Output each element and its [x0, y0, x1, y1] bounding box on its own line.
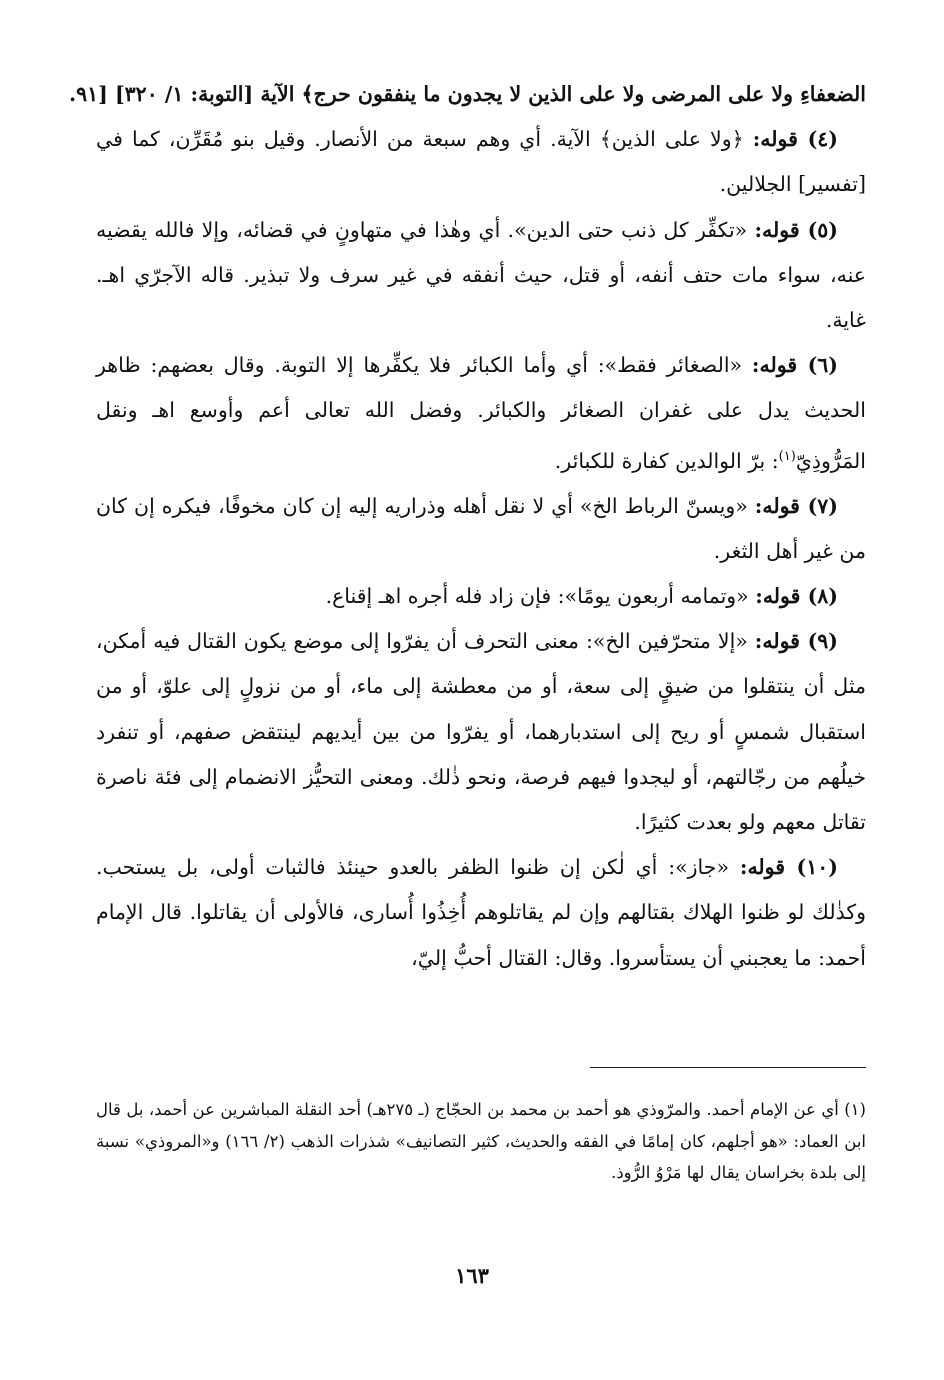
note-7 [96, 484, 866, 574]
note-label: (٥) قوله: [754, 217, 838, 242]
note-text: «وتمامه أربعون يومًا»: فإن زاد فله أجره اهـ إقناع. [325, 584, 756, 609]
note-text: «تكفِّر كل ذنب حتى الدين». أي وهٰذا في متهاونٍ في قضائه، وإلا فالله يقضيه عنه، سواء مات حتف أنفه، أو قتل، حيث أنفقه في غير سرف ولا تبذير. قاله الآجرّي اهـ. غاية. [96, 217, 866, 333]
note-label: (٨) قوله: [755, 584, 838, 609]
note-text: «جاز»: أي لٰكن إن ظنوا الظفر بالعدو حينئذ فالثبات أولى، بل يستحب. وكذٰلك لو ظنوا الهلاك بقتالهم وإن لم يقاتلوهم أُخِذُوا أُسارى، فالأولى أن يقاتلوا. قال الإمام أحمد: ما يعجبني أن يستأسروا. وقال: القتال أحبُّ إليّ، [96, 855, 866, 970]
note-label: (٩) قوله: [754, 629, 838, 654]
page-number: ١٦٣ [455, 1263, 489, 1288]
note-label: (١٠) قوله: [739, 855, 838, 880]
footnote-1: (١) أي عن الإمام أحمد. والمرّوذي هو أحمد بن محمد بن الحجّاج (ـ ٢٧٥هـ) أحد النقلة المباشرين عن أحمد، بل قال ابن العماد: «هو أجلهم، كان إمامًا في الفقه والحديث، كثير التصانيف» شذرات الذهب (٢/ ١٦٦) و«المروذي» نسبة إلى بلدة بخراسان يقال لها مَرْوُ الرُّوذ. [96, 1100, 866, 1183]
footnote-ref: (١) [778, 448, 796, 464]
note-10 [96, 845, 866, 981]
note-6 [96, 343, 866, 483]
footnotes [96, 1094, 866, 1189]
note-label: (٧) قوله: [754, 493, 838, 518]
verse-text: الضعفاءِ ولا على المرضى ولا على الذين لا يجدون ما ينفقون حرج﴾ الآية [التوبة: ١/ ٣٢٠] [٩١. [68, 82, 866, 106]
note-4 [96, 117, 866, 207]
note-5 [96, 208, 866, 344]
note-9 [96, 619, 866, 845]
note-8 [96, 574, 866, 619]
footnote-separator [590, 1067, 866, 1068]
note-text: ﴿ولا على الذين﴾ الآية. أي وهم سبعة من الأنصار. وقيل بنو مُقَرِّن، كما في [تفسير] الجلالين. [96, 127, 866, 197]
note-label: (٦) قوله: [751, 353, 838, 378]
note-text-continued: : برّ الوالدين كفارة للكبائر. [554, 448, 779, 473]
note-text: «الصغائر فقط»: أي وأما الكبائر فلا يكفِّرها إلا التوبة. وقال بعضهم: ظاهر الحديث يدل على غفران الصغائر والكبائر. وفضل الله تعالى أعم وأوسع اهـ ونقل المَرُّوذِيّ [96, 353, 866, 473]
verse-continuation [30, 72, 866, 117]
note-label: (٤) قوله: [752, 127, 838, 152]
main-text [68, 72, 866, 981]
note-text: «ويسنّ الرباط الخ» أي لا نقل أهله وذراريه إليه إن كان مخوفًا، فيكره إن كان من غير أهل الثغر. [96, 493, 866, 563]
note-text: «إلا متحرّفين الخ»: معنى التحرف أن يفرّوا إلى موضع يكون القتال فيه أمكن، مثل أن ينتقلوا من ضيقٍ إلى سعة، أو من معطشة إلى ماء، أو من نزولٍ إلى علوّ، أو من استقبال شمسٍ أو ريح إلى استدبارهما، أو يفرّوا من بين أيديهم لينتقض صفهم، أو تنفرد خيلُهم من رجّالتهم، أو ليجدوا فيهم فرصة، ونحو ذٰلك. ومعنى التحيُّز الانضمام إلى فئة ناصرة تقاتل معهم ولو بعدت كثيرًا. [96, 629, 866, 835]
